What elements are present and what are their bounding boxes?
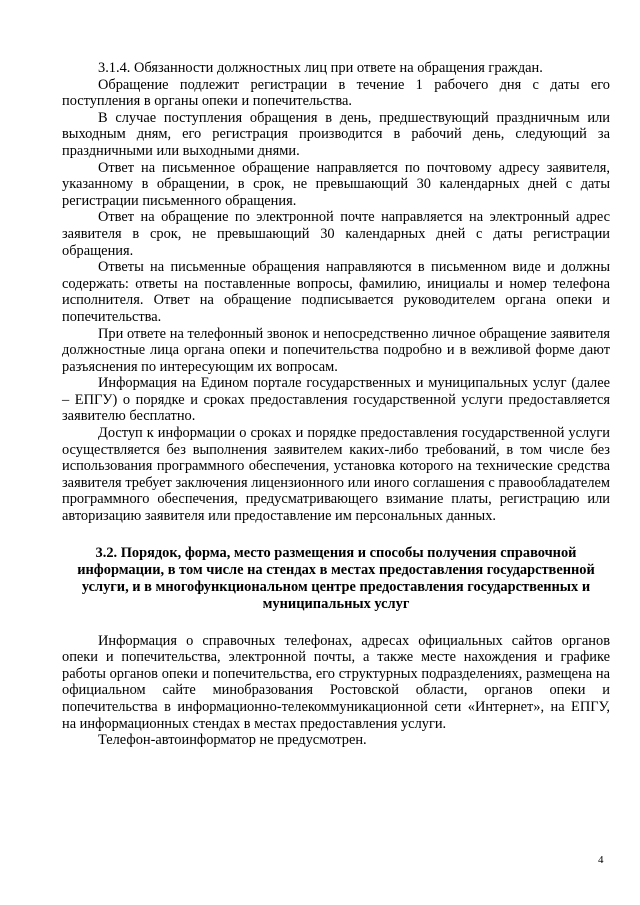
paragraph-written-reply-contents: Ответы на письменные обращения направляются в письменном виде и должны содержать: ответы на поставленные вопросы, фамилию, инициалы и номер телефона исполнителя. Ответ на обращение подписывается руководителем органа опеки и попечительства. [62, 259, 610, 325]
paragraph-postal-reply: Ответ на письменное обращение направляется по почтовому адресу заявителя, указанному в обращении, в срок, не превышающий 30 календарных дней с даты регистрации письменного обращения. [62, 159, 610, 209]
paragraph-reference-info: Информация о справочных телефонах, адресах официальных сайтов органов опеки и попечительства, электронной почты, а также месте нахождения и графике работы органов опеки и попечительства, его структурных подразделениях, размещена на официальном сайте минобразования Ростовской области, органов опеки и попечительства в информационно-телекоммуникационной сети «Интернет», на ЕПГУ, на информационных стендах в местах предоставления услуги. [62, 632, 610, 732]
document-page [62, 60, 610, 749]
section-heading-3-2: 3.2. Порядок, форма, место размещения и способы получения справочной информации, в том числе на стендах в местах предоставления государственной услуги, и в многофункциональном центре предоставления государственных и муниципальных услуг [77, 544, 595, 612]
paragraph-email-reply: Ответ на обращение по электронной почте направляется на электронный адрес заявителя в срок, не превышающий 30 календарных дней с даты регистрации обращения. [62, 209, 610, 259]
paragraph-epgu-info: Информация на Едином портале государственных и муниципальных услуг (далее – ЕПГУ) о порядке и сроках предоставления государственной услуги предоставляется заявителю бесплатно. [62, 375, 610, 425]
page-number: 4 [598, 854, 604, 866]
paragraph-phone-reply: При ответе на телефонный звонок и непосредственно личное обращение заявителя должностные лица органа опеки и попечительства подробно и в вежливой форме дают разъяснения по интересующим их вопросам. [62, 325, 610, 375]
paragraph-holiday-registration: В случае поступления обращения в день, предшествующий праздничным или выходным дням, его регистрация производится в рабочий день, следующий за праздничными или выходными днями. [62, 109, 610, 159]
paragraph-registration-deadline: Обращение подлежит регистрации в течение 1 рабочего дня с даты его поступления в органы опеки и попечительства. [62, 76, 610, 110]
paragraph-3-1-4-title: 3.1.4. Обязанности должностных лиц при ответе на обращения граждан. [98, 60, 543, 76]
paragraph-autoinformer: Телефон-автоинформатор не предусмотрен. [98, 732, 367, 749]
paragraph-info-access: Доступ к информации о сроках и порядке предоставления государственной услуги осуществляется без выполнения заявителем каких-либо требований, в том числе без использования программного обеспечения, установка которого на технические средства заявителя требует заключения лицензионного или иного соглашения с правообладателем программного обеспечения, предусматривающего взимание платы, регистрацию или авторизацию заявителя или предоставление им персональных данных. [62, 425, 610, 525]
